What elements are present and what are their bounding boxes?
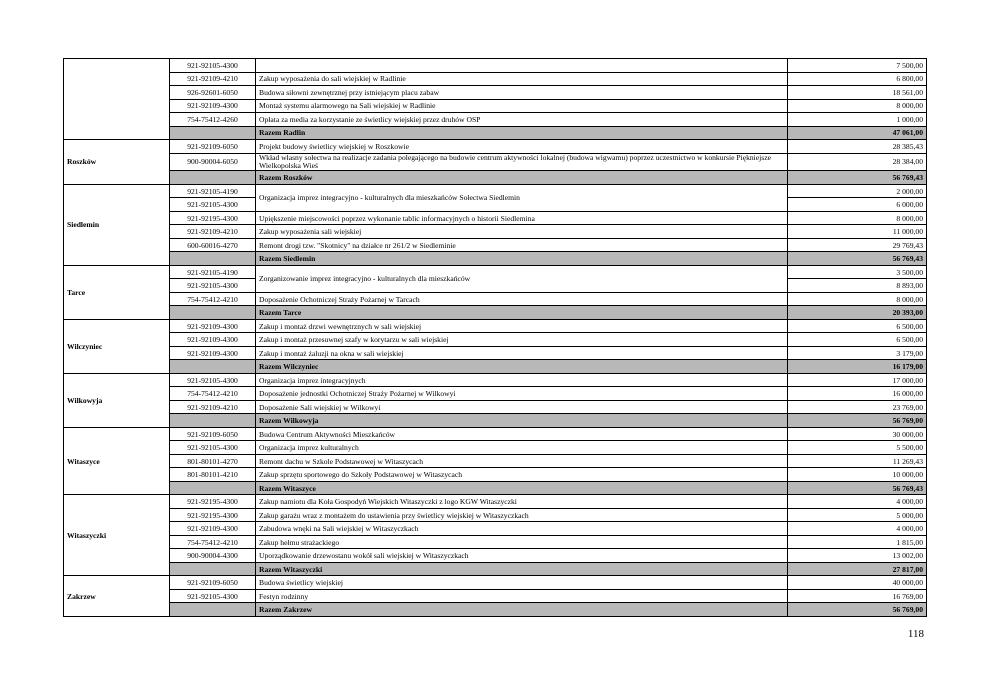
total-label: Razem Wilczyniec: [256, 360, 788, 374]
classification-code: 921-92109-4300: [170, 99, 256, 113]
total-amount: 56 769,43: [788, 481, 927, 495]
amount-cell: 16 000,00: [788, 387, 927, 401]
total-amount: 56 769,00: [788, 603, 927, 617]
task-description: Budowa siłowni zewnętrznej przy istniejącym placu zabaw: [256, 86, 788, 100]
task-description: Opłata za media za korzystanie ze świetlicy wiejskiej przez druhów OSP: [256, 113, 788, 127]
classification-code: 921-92105-4300: [170, 373, 256, 387]
total-amount: 56 769,00: [788, 414, 927, 428]
classification-code: 900-90004-4300: [170, 549, 256, 563]
total-code-cell: [170, 414, 256, 428]
amount-cell: 30 000,00: [788, 427, 927, 441]
task-description: Organizacja imprez kulturalnych: [256, 441, 788, 455]
classification-code: 921-92109-6050: [170, 576, 256, 590]
total-amount: 16 179,00: [788, 360, 927, 374]
total-code-cell: [170, 360, 256, 374]
amount-cell: 7 500,00: [788, 59, 927, 73]
amount-cell: 5 500,00: [788, 441, 927, 455]
classification-code: 600-60016-4270: [170, 238, 256, 252]
table-row: [64, 454, 927, 468]
table-row: [64, 184, 927, 198]
amount-cell: 8 000,00: [788, 292, 927, 306]
classification-code: 921-92109-4210: [170, 400, 256, 414]
task-description: Zakup garażu wraz z montażem do ustawienia przy świetlicy wiejskiej w Witaszyczkach: [256, 508, 788, 522]
total-amount: 20 393,00: [788, 306, 927, 320]
table-row: [64, 333, 927, 347]
task-description: Budowa Centrum Aktywności Mieszkańców: [256, 427, 788, 441]
task-description: Zabudowa wnęki na Sali wiejskiej w Witaszyczkach: [256, 522, 788, 536]
amount-cell: 8 893,00: [788, 279, 927, 293]
amount-cell: 6 500,00: [788, 319, 927, 333]
classification-code: 926-92601-6050: [170, 86, 256, 100]
table-row: [64, 292, 927, 306]
classification-code: 801-80101-4270: [170, 454, 256, 468]
task-description: Budowa świetlicy wiejskiej: [256, 576, 788, 590]
task-description: Zakup hełmu strażackiego: [256, 535, 788, 549]
task-description: Zakup i montaż żaluzji na okna w sali wiejskiej: [256, 346, 788, 360]
task-description: Montaż systemu alarmowego na Sali wiejskiej w Radlinie: [256, 99, 788, 113]
classification-code: 921-92109-4300: [170, 346, 256, 360]
table-row: [64, 265, 927, 279]
amount-cell: 5 000,00: [788, 508, 927, 522]
total-code-cell: [170, 306, 256, 320]
classification-code: 921-92109-4300: [170, 333, 256, 347]
table-row: [64, 153, 927, 171]
village-cell: Witaszyczki: [64, 495, 170, 576]
total-label: Razem Siedlemin: [256, 252, 788, 266]
amount-cell: 10 000,00: [788, 468, 927, 482]
classification-code: 921-92105-4190: [170, 184, 256, 198]
amount-cell: 4 000,00: [788, 495, 927, 509]
page-number: 118: [907, 628, 924, 640]
table-row: [64, 319, 927, 333]
classification-code: 921-92105-4190: [170, 265, 256, 279]
task-description: Zakup wyposażenia sali wiejskiej: [256, 225, 788, 239]
table-row: [64, 576, 927, 590]
village-cell: Witaszyce: [64, 427, 170, 495]
amount-cell: 1 000,00: [788, 113, 927, 127]
table-row: [64, 400, 927, 414]
total-code-cell: [170, 171, 256, 185]
task-description: Zorganizowanie imprez integracyjno - kulturalnych dla mieszkańców: [256, 265, 788, 292]
amount-cell: 3 179,00: [788, 346, 927, 360]
amount-cell: 8 000,00: [788, 211, 927, 225]
table-row: [64, 113, 927, 127]
amount-cell: 11 269,43: [788, 454, 927, 468]
amount-cell: 6 500,00: [788, 333, 927, 347]
table-row: [64, 589, 927, 603]
amount-cell: 4 000,00: [788, 522, 927, 536]
amount-cell: 11 000,00: [788, 225, 927, 239]
amount-cell: 28 385,43: [788, 140, 927, 154]
total-code-cell: [170, 562, 256, 576]
task-description: Zakup i montaż przesuwnej szafy w korytarzu w sali wiejskiej: [256, 333, 788, 347]
amount-cell: 40 000,00: [788, 576, 927, 590]
classification-code: 921-92109-6050: [170, 427, 256, 441]
task-description: Festyn rodzinny: [256, 589, 788, 603]
task-description: Zakup namiotu dla Koła Gospodyń Wiejskich Witaszyczki z logo KGW Witaszyczki: [256, 495, 788, 509]
classification-code: 754-75412-4260: [170, 113, 256, 127]
table-row: [64, 86, 927, 100]
task-description: Remont drogi tzw. "Skotnicy" na działce nr 261/2 w Siedleminie: [256, 238, 788, 252]
total-row: [64, 360, 927, 374]
total-label: Razem Witaszyczki: [256, 562, 788, 576]
classification-code: 801-80101-4210: [170, 468, 256, 482]
total-amount: 27 817,00: [788, 562, 927, 576]
task-description: Zakup wyposażenia do sali wiejskiej w Radlinie: [256, 72, 788, 86]
budget-table: [63, 58, 927, 617]
total-row: [64, 171, 927, 185]
classification-code: 921-92109-4210: [170, 225, 256, 239]
total-row: [64, 126, 927, 140]
village-cell: Tarce: [64, 265, 170, 319]
amount-cell: 16 769,00: [788, 589, 927, 603]
amount-cell: 3 500,00: [788, 265, 927, 279]
table-row: [64, 535, 927, 549]
classification-code: 921-92195-4300: [170, 211, 256, 225]
classification-code: 921-92105-4300: [170, 441, 256, 455]
village-cell: Siedlemin: [64, 184, 170, 265]
amount-cell: 6 000,00: [788, 198, 927, 212]
total-row: [64, 252, 927, 266]
amount-cell: 17 000,00: [788, 373, 927, 387]
task-description: Upiększenie miejscowości poprzez wykonanie tablic informacyjnych o historii Siedlemina: [256, 211, 788, 225]
amount-cell: 1 815,00: [788, 535, 927, 549]
table-row: [64, 495, 927, 509]
task-description: Organizacja imprez integracyjnych: [256, 373, 788, 387]
task-description: Projekt budowy świetlicy wiejskiej w Roszkowie: [256, 140, 788, 154]
total-code-cell: [170, 603, 256, 617]
task-description: Doposażenie Ochotniczej Straży Pożarnej w Tarcach: [256, 292, 788, 306]
classification-code: 921-92195-4300: [170, 508, 256, 522]
total-row: [64, 481, 927, 495]
total-row: [64, 414, 927, 428]
table-row: [64, 387, 927, 401]
village-cell: Wilkowyja: [64, 373, 170, 427]
table-row: [64, 59, 927, 73]
total-row: [64, 306, 927, 320]
task-description: Zakup i montaż drzwi wewnętrznych w sali wiejskiej: [256, 319, 788, 333]
total-amount: 56 769,43: [788, 171, 927, 185]
classification-code: 921-92109-4300: [170, 319, 256, 333]
table-row: [64, 441, 927, 455]
total-amount: 47 061,00: [788, 126, 927, 140]
task-description: [256, 59, 788, 73]
task-description: Zakup sprzętu sportowego do Szkoły Podstawowej w Witaszycach: [256, 468, 788, 482]
classification-code: 921-92195-4300: [170, 495, 256, 509]
table-row: [64, 468, 927, 482]
total-amount: 56 769,43: [788, 252, 927, 266]
table-row: [64, 508, 927, 522]
village-cell: Zakrzew: [64, 576, 170, 617]
total-label: Razem Roszków: [256, 171, 788, 185]
classification-code: 921-92105-4300: [170, 59, 256, 73]
amount-cell: 8 000,00: [788, 99, 927, 113]
classification-code: 921-92109-4210: [170, 72, 256, 86]
table-row: [64, 373, 927, 387]
table-row: [64, 211, 927, 225]
task-description: Organizacja imprez integracyjno - kulturalnych dla mieszkańców Sołectwa Siedlemin: [256, 184, 788, 211]
task-description: Doposażenie jednostki Ochotniczej Straży Pożarnej w Wilkowyi: [256, 387, 788, 401]
table-row: [64, 346, 927, 360]
total-row: [64, 603, 927, 617]
task-description: Uporządkowanie drzewostanu wokół sali wiejskiej w Witaszyczkach: [256, 549, 788, 563]
classification-code: 754-75412-4210: [170, 387, 256, 401]
classification-code: 921-92105-4300: [170, 589, 256, 603]
table-row: [64, 99, 927, 113]
amount-cell: 13 002,00: [788, 549, 927, 563]
table-row: [64, 427, 927, 441]
task-description: Wkład własny sołectwa na realizacje zadania polegającego na budowie centrum aktywności lokalnej (budowa wigwamu) poprzez uczestnictwo w konkursie Piękniejsze Wielkopolska Wieś: [256, 153, 788, 171]
total-label: Razem Witaszyce: [256, 481, 788, 495]
village-cell: [64, 59, 170, 140]
total-label: Razem Tarce: [256, 306, 788, 320]
amount-cell: 2 000,00: [788, 184, 927, 198]
classification-code: 921-92109-4300: [170, 522, 256, 536]
task-description: Doposażenie Sali wiejskiej w Wilkowyi: [256, 400, 788, 414]
table-row: [64, 140, 927, 154]
amount-cell: 6 800,00: [788, 72, 927, 86]
classification-code: 754-75412-4210: [170, 535, 256, 549]
total-label: Razem Zakrzew: [256, 603, 788, 617]
total-code-cell: [170, 252, 256, 266]
table-row: [64, 225, 927, 239]
classification-code: 921-92109-6050: [170, 140, 256, 154]
table-row: [64, 238, 927, 252]
amount-cell: 18 561,00: [788, 86, 927, 100]
total-label: Razem Wilkowyja: [256, 414, 788, 428]
amount-cell: 28 384,00: [788, 153, 927, 171]
amount-cell: 29 769,43: [788, 238, 927, 252]
classification-code: 921-92105-4300: [170, 279, 256, 293]
table-row: [64, 522, 927, 536]
amount-cell: 23 769,00: [788, 400, 927, 414]
total-row: [64, 562, 927, 576]
village-cell: Roszków: [64, 140, 170, 185]
village-cell: Wilczyniec: [64, 319, 170, 373]
table-row: [64, 549, 927, 563]
task-description: Remont dachu w Szkole Podstawowej w Witaszycach: [256, 454, 788, 468]
total-code-cell: [170, 126, 256, 140]
classification-code: 900-90004-6050: [170, 153, 256, 171]
classification-code: 754-75412-4210: [170, 292, 256, 306]
total-label: Razem Radlin: [256, 126, 788, 140]
total-code-cell: [170, 481, 256, 495]
classification-code: 921-92105-4300: [170, 198, 256, 212]
table-row: [64, 72, 927, 86]
